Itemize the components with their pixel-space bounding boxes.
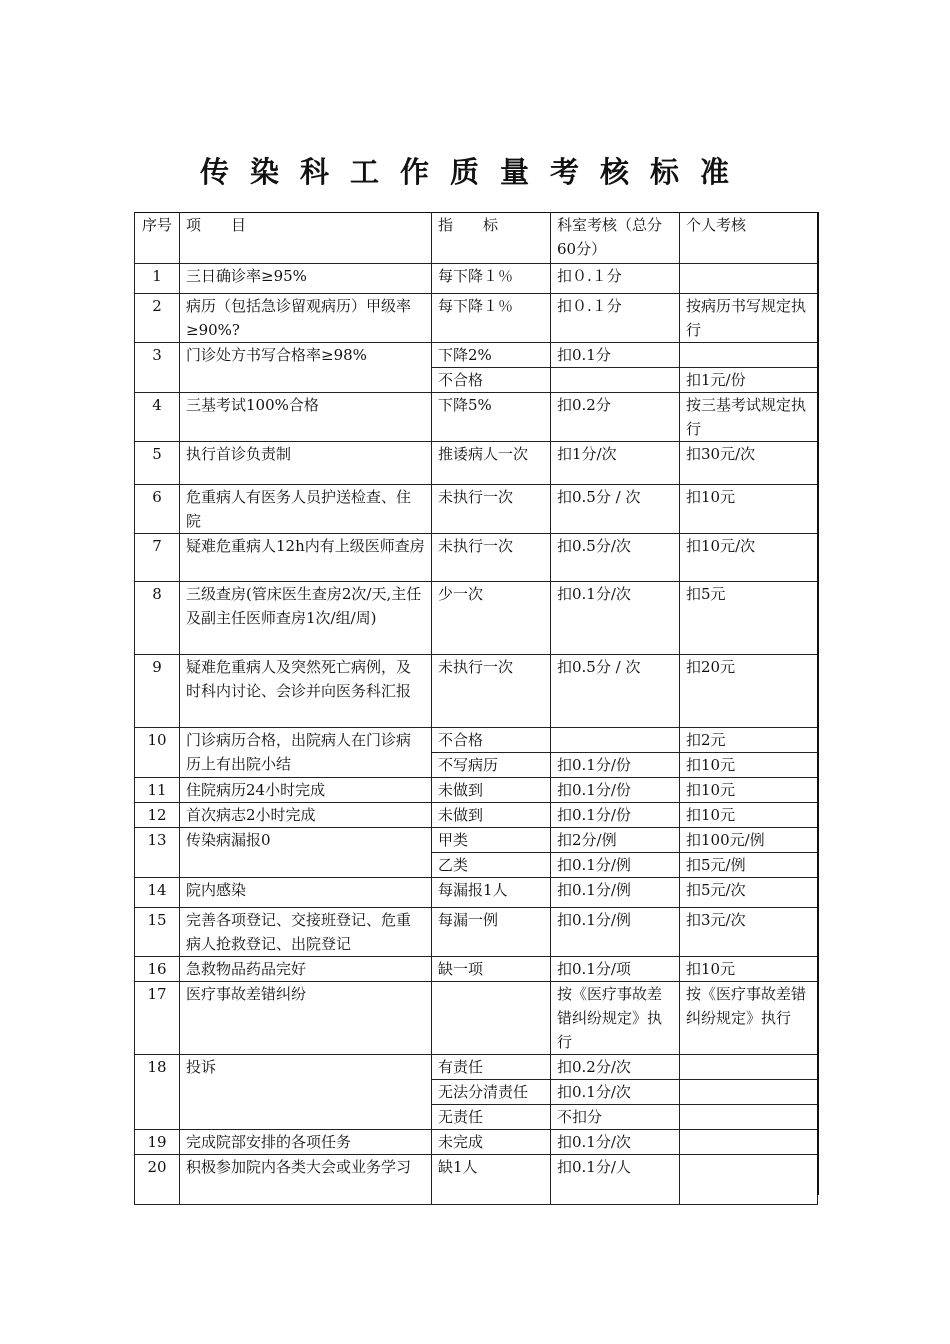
row-personal: 扣20元 [680, 655, 818, 728]
table-row [135, 803, 818, 828]
row-personal: 扣2元 [680, 728, 818, 753]
row-indicator: 未做到 [432, 803, 551, 828]
row-indicator: 未执行一次 [432, 655, 551, 728]
row-personal: 扣100元/例 [680, 828, 818, 853]
row-no: 20 [135, 1155, 180, 1205]
table-row [135, 1130, 818, 1155]
row-personal [680, 1080, 818, 1105]
row-item: 住院病历24小时完成 [180, 778, 432, 803]
row-dept: 不扣分 [551, 1105, 680, 1130]
row-dept: 扣０.１分 [551, 264, 680, 294]
table-right-border [817, 212, 819, 1195]
row-personal: 扣10元 [680, 778, 818, 803]
row-personal [680, 1105, 818, 1130]
row-dept: 扣1分/次 [551, 442, 680, 485]
row-dept: 扣0.1分/次 [551, 582, 680, 655]
table-row [135, 728, 818, 753]
row-indicator: 有责任 [432, 1055, 551, 1080]
row-no: 11 [135, 778, 180, 803]
row-dept: 扣0.1分/例 [551, 853, 680, 878]
row-no: 8 [135, 582, 180, 655]
row-item: 三基考试100%合格 [180, 393, 432, 442]
row-personal: 按三基考试规定执行 [680, 393, 818, 442]
row-personal: 扣5元/次 [680, 878, 818, 908]
row-no: 3 [135, 343, 180, 393]
table-row [135, 1155, 818, 1205]
row-indicator: 推诿病人一次 [432, 442, 551, 485]
row-item: 病历（包括急诊留观病历）甲级率≥90%? [180, 294, 432, 343]
row-item: 院内感染 [180, 878, 432, 908]
row-no: 1 [135, 264, 180, 294]
table-row [135, 957, 818, 982]
row-item: 执行首诊负责制 [180, 442, 432, 485]
row-personal [680, 1055, 818, 1080]
row-no: 15 [135, 908, 180, 957]
row-no: 2 [135, 294, 180, 343]
row-indicator: 甲类 [432, 828, 551, 853]
row-no: 5 [135, 442, 180, 485]
row-personal: 扣5元 [680, 582, 818, 655]
row-no: 6 [135, 485, 180, 534]
row-indicator: 缺一项 [432, 957, 551, 982]
row-dept: 扣0.2分 [551, 393, 680, 442]
row-item: 医疗事故差错纠纷 [180, 982, 432, 1055]
table-row [135, 485, 818, 534]
row-dept: 扣0.1分/份 [551, 803, 680, 828]
header-no: 序号 [135, 213, 180, 264]
row-personal: 按《医疗事故差错纠纷规定》执行 [680, 982, 818, 1055]
table-row [135, 982, 818, 1055]
row-item: 三日确诊率≥95% [180, 264, 432, 294]
row-dept: 扣0.1分/项 [551, 957, 680, 982]
row-indicator: 每下降１％ [432, 294, 551, 343]
row-personal [680, 264, 818, 294]
row-indicator: 不合格 [432, 368, 551, 393]
table-row [135, 582, 818, 655]
row-indicator: 未执行一次 [432, 485, 551, 534]
row-personal: 扣10元 [680, 803, 818, 828]
row-personal: 扣3元/次 [680, 908, 818, 957]
row-no: 9 [135, 655, 180, 728]
row-no: 17 [135, 982, 180, 1055]
row-dept: 扣0.1分/份 [551, 753, 680, 778]
row-dept: 扣0.5分 / 次 [551, 485, 680, 534]
row-personal [680, 1130, 818, 1155]
row-indicator: 未完成 [432, 1130, 551, 1155]
row-indicator: 未做到 [432, 778, 551, 803]
row-indicator: 每下降１％ [432, 264, 551, 294]
row-no: 19 [135, 1130, 180, 1155]
row-item: 首次病志2小时完成 [180, 803, 432, 828]
table-row [135, 655, 818, 728]
table-row [135, 908, 818, 957]
row-dept: 按《医疗事故差错纠纷规定》执行 [551, 982, 680, 1055]
row-no: 16 [135, 957, 180, 982]
row-no: 7 [135, 534, 180, 582]
row-dept: 扣0.5分 / 次 [551, 655, 680, 728]
row-item: 疑难危重病人12h内有上级医师查房 [180, 534, 432, 582]
row-indicator: 不写病历 [432, 753, 551, 778]
row-personal: 按病历书写规定执行 [680, 294, 818, 343]
row-indicator: 缺1人 [432, 1155, 551, 1205]
row-personal [680, 343, 818, 368]
row-indicator: 乙类 [432, 853, 551, 878]
row-dept: 扣0.1分 [551, 343, 680, 368]
row-item: 积极参加院内各类大会或业务学习 [180, 1155, 432, 1205]
row-indicator: 未执行一次 [432, 534, 551, 582]
row-dept: 扣0.1分/次 [551, 1080, 680, 1105]
row-no: 10 [135, 728, 180, 778]
row-item: 完成院部安排的各项任务 [180, 1130, 432, 1155]
table-row [135, 778, 818, 803]
header-row [135, 213, 818, 264]
row-item: 疑难危重病人及突然死亡病例，及时科内讨论、会诊并向医务科汇报 [180, 655, 432, 728]
row-personal: 扣10元/次 [680, 534, 818, 582]
row-personal: 扣10元 [680, 753, 818, 778]
row-item: 门诊处方书写合格率≥98% [180, 343, 432, 393]
row-dept: 扣0.1分/份 [551, 778, 680, 803]
row-dept [551, 368, 680, 393]
row-personal [680, 1155, 818, 1205]
document-title: 传染科工作质量考核标准 [199, 155, 750, 189]
row-item: 投诉 [180, 1055, 432, 1130]
header-dept: 科室考核（总分60分） [551, 213, 680, 264]
row-personal: 扣10元 [680, 485, 818, 534]
row-no: 18 [135, 1055, 180, 1130]
row-dept: 扣０.１分 [551, 294, 680, 343]
header-indicator: 指 标 [432, 213, 551, 264]
row-indicator [432, 982, 551, 1055]
row-dept: 扣0.1分/例 [551, 878, 680, 908]
row-item: 完善各项登记、交接班登记、危重病人抢救登记、出院登记 [180, 908, 432, 957]
row-indicator: 每漏报1人 [432, 878, 551, 908]
row-indicator: 下降5% [432, 393, 551, 442]
table-row [135, 442, 818, 485]
row-dept: 扣0.1分/人 [551, 1155, 680, 1205]
row-indicator: 每漏一例 [432, 908, 551, 957]
header-item: 项 目 [180, 213, 432, 264]
row-personal: 扣10元 [680, 957, 818, 982]
row-no: 4 [135, 393, 180, 442]
row-personal: 扣5元/例 [680, 853, 818, 878]
table-row [135, 294, 818, 343]
table-row [135, 1055, 818, 1080]
table-row [135, 343, 818, 368]
row-indicator: 少一次 [432, 582, 551, 655]
row-item: 三级查房(管床医生查房2次/天,主任及副主任医师查房1次/组/周) [180, 582, 432, 655]
row-indicator: 下降2% [432, 343, 551, 368]
table-row [135, 393, 818, 442]
table-row [135, 878, 818, 908]
row-no: 12 [135, 803, 180, 828]
table-row [135, 828, 818, 853]
row-dept: 扣0.1分/次 [551, 1130, 680, 1155]
table-row [135, 534, 818, 582]
row-dept: 扣0.5分/次 [551, 534, 680, 582]
row-dept: 扣2分/例 [551, 828, 680, 853]
row-dept: 扣0.2分/次 [551, 1055, 680, 1080]
assessment-table [134, 212, 818, 1205]
row-item: 传染病漏报0 [180, 828, 432, 878]
row-dept: 扣0.1分/例 [551, 908, 680, 957]
row-indicator: 无法分清责任 [432, 1080, 551, 1105]
table-row [135, 264, 818, 294]
row-item: 门诊病历合格，出院病人在门诊病历上有出院小结 [180, 728, 432, 778]
row-indicator: 无责任 [432, 1105, 551, 1130]
row-item: 急救物品药品完好 [180, 957, 432, 982]
row-personal: 扣30元/次 [680, 442, 818, 485]
row-indicator: 不合格 [432, 728, 551, 753]
row-no: 13 [135, 828, 180, 878]
header-personal: 个人考核 [680, 213, 818, 264]
row-item: 危重病人有医务人员护送检查、住院 [180, 485, 432, 534]
row-personal: 扣1元/份 [680, 368, 818, 393]
row-no: 14 [135, 878, 180, 908]
row-dept [551, 728, 680, 753]
